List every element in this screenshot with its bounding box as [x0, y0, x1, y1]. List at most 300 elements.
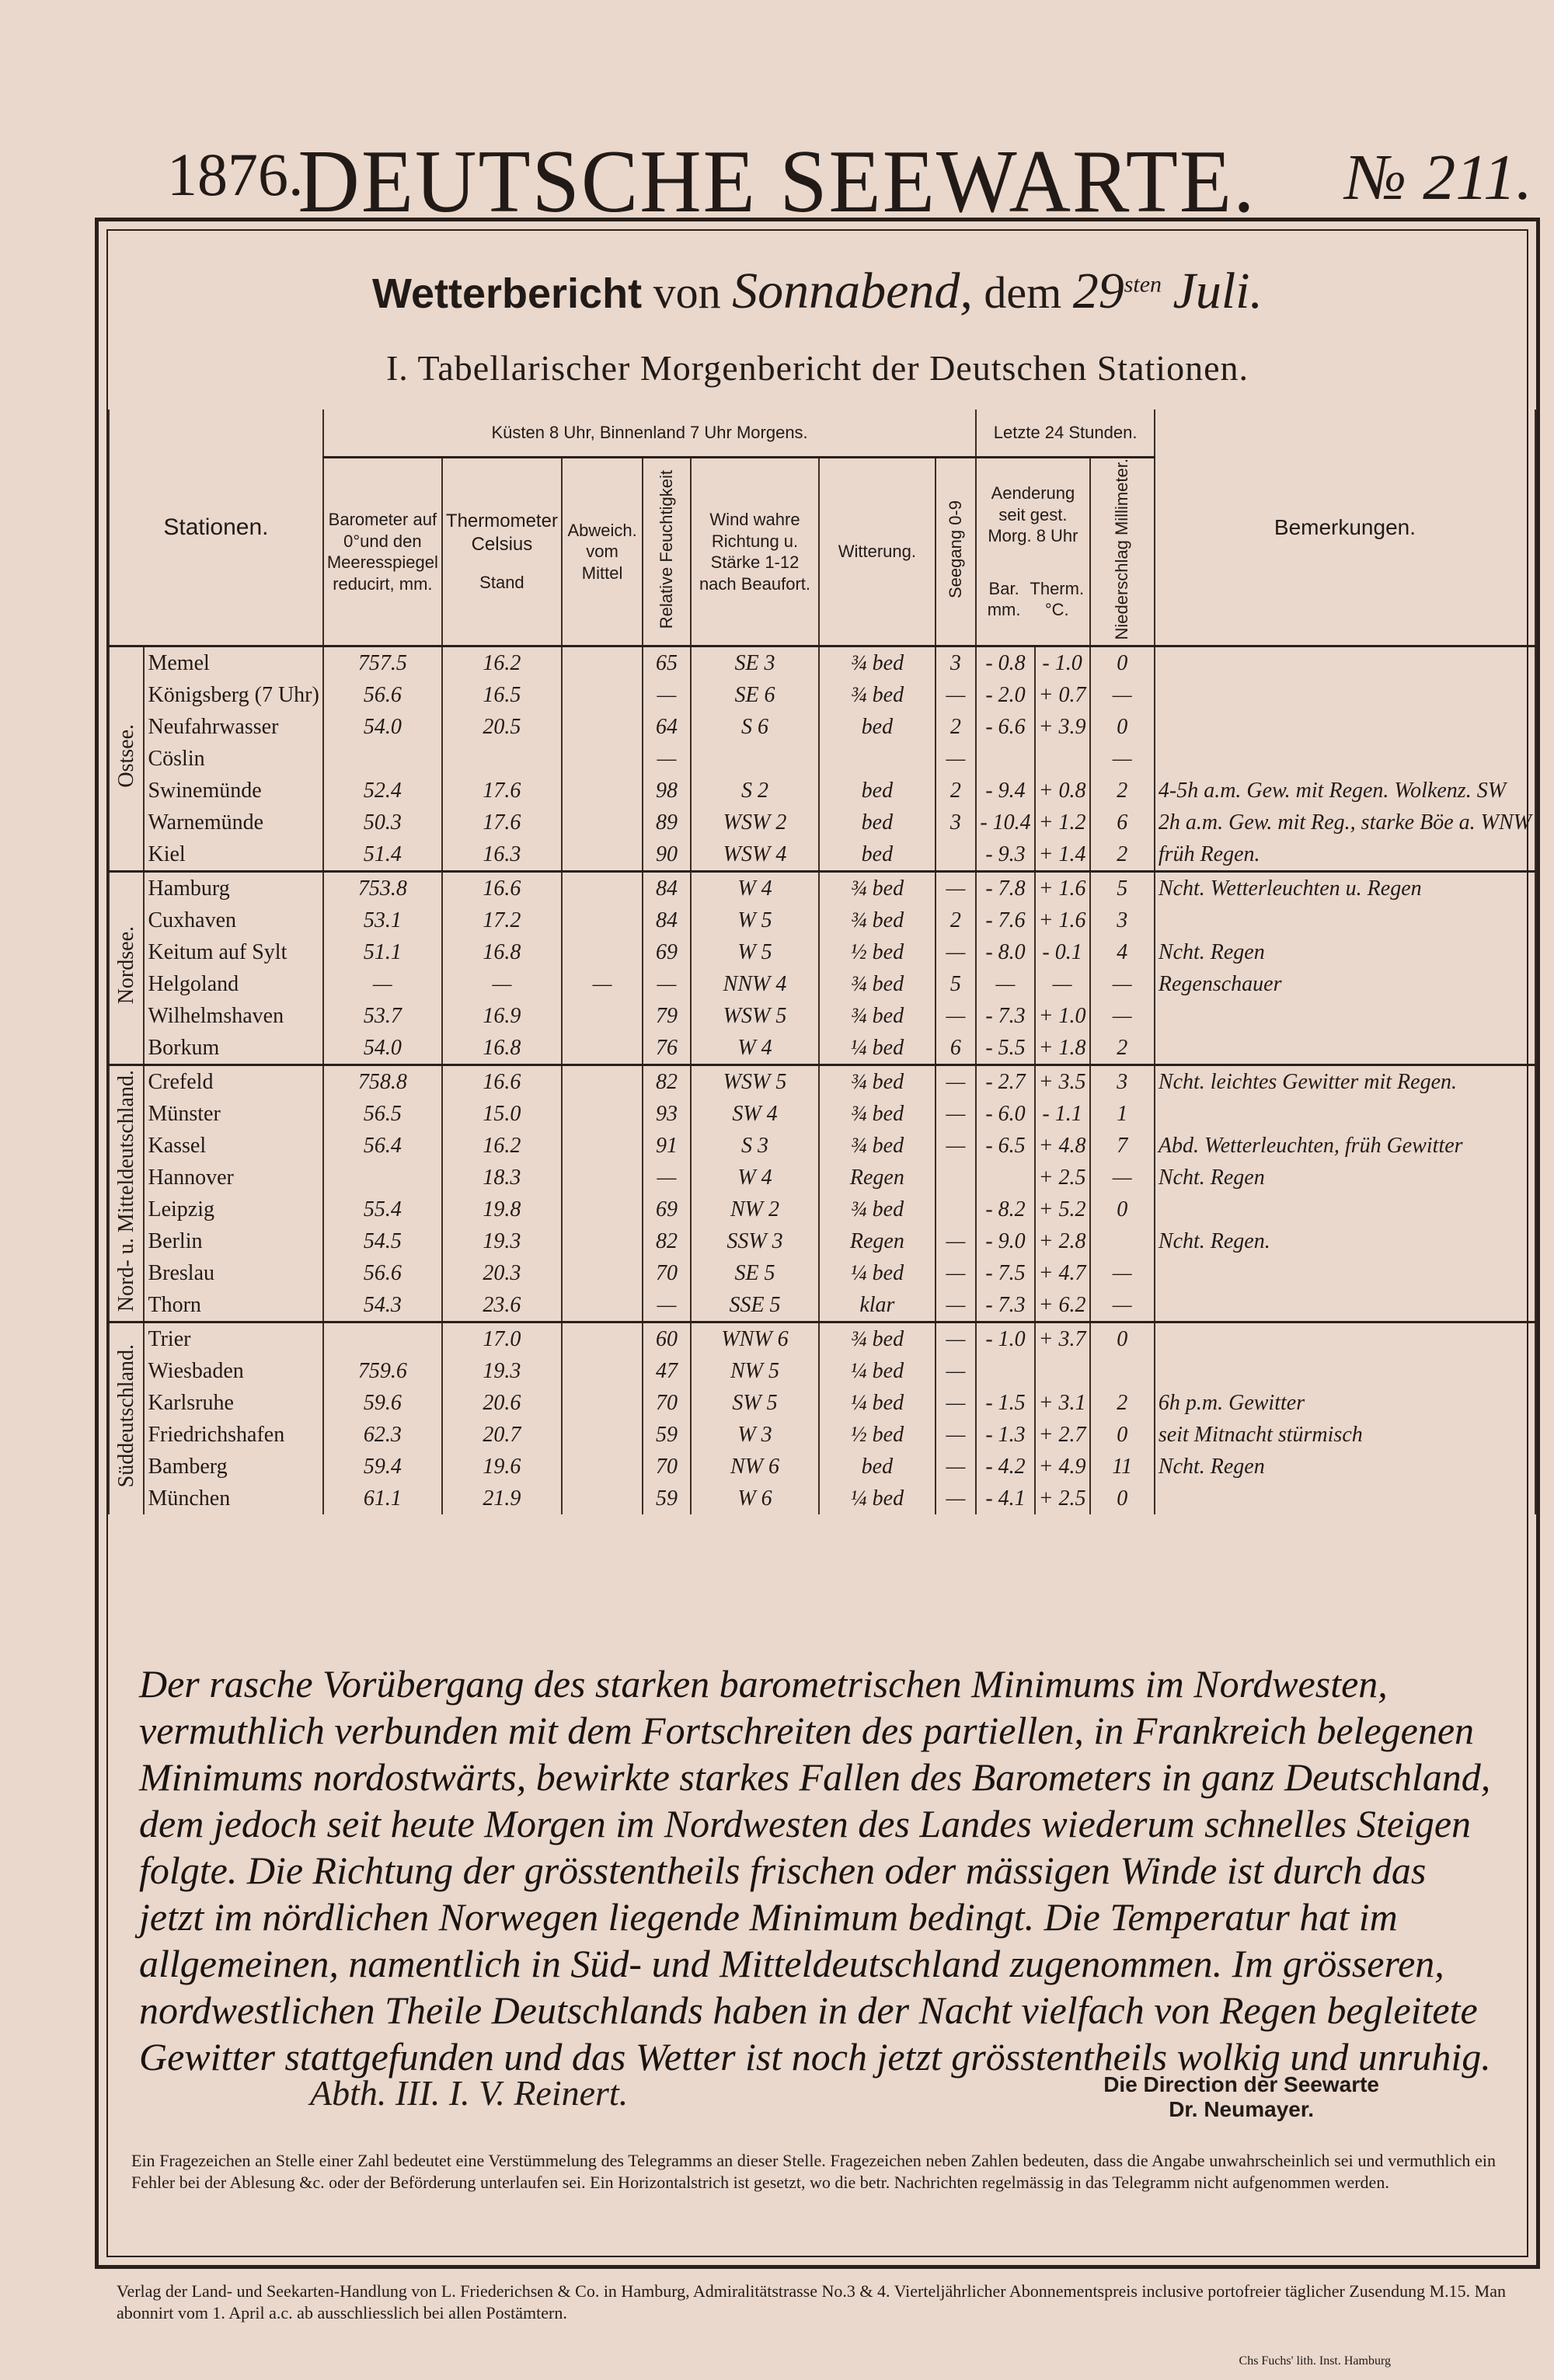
- remark-value: 2h a.m. Gew. mit Reg., starke Böe a. WNW: [1155, 807, 1535, 838]
- deviation-value: [562, 1130, 643, 1162]
- precip-value: 11: [1090, 1451, 1155, 1483]
- report-date-suffix: sten: [1124, 271, 1162, 298]
- deviation-value: [562, 807, 643, 838]
- deviation-value: [562, 1289, 643, 1322]
- humidity-value: 60: [643, 1322, 691, 1356]
- weather-value: ¾ bed: [819, 1193, 935, 1225]
- table-row: [109, 904, 1535, 936]
- station-name: Memel: [144, 646, 322, 680]
- seegang-value: —: [936, 743, 977, 775]
- col-bar-label: Bar. mm.: [987, 578, 1021, 620]
- deviation-value: [562, 936, 643, 968]
- wind-value: WSW 5: [691, 1065, 819, 1099]
- table-row: [109, 1065, 1535, 1099]
- table-row: [109, 807, 1535, 838]
- seegang-value: —: [936, 1065, 977, 1099]
- temperature-value: 19.3: [442, 1225, 562, 1257]
- col-group-last24: Letzte 24 Stunden.: [976, 409, 1155, 458]
- table-row: [109, 646, 1535, 680]
- table-row: [109, 1257, 1535, 1289]
- table-row: [109, 1193, 1535, 1225]
- wind-value: W 5: [691, 904, 819, 936]
- seegang-value: 2: [936, 775, 977, 807]
- seegang-value: —: [936, 936, 977, 968]
- barometer-value: 56.4: [323, 1130, 442, 1162]
- page-header: [0, 131, 1554, 232]
- humidity-value: —: [643, 679, 691, 711]
- seegang-value: —: [936, 872, 977, 905]
- wind-value: SSE 5: [691, 1289, 819, 1322]
- precip-value: —: [1090, 968, 1155, 1000]
- remark-value: [1155, 1193, 1535, 1225]
- humidity-value: 90: [643, 838, 691, 872]
- col-therm-label: Therm. °C.: [1030, 578, 1085, 620]
- weather-value: bed: [819, 775, 935, 807]
- bar-change-value: - 6.6: [976, 711, 1034, 743]
- remark-value: [1155, 1355, 1535, 1387]
- humidity-value: 84: [643, 872, 691, 905]
- station-name: Münster: [144, 1098, 322, 1130]
- table-row: [109, 1225, 1535, 1257]
- seegang-value: [936, 1162, 977, 1193]
- newspaper-title: DEUTSCHE SEEWARTE.: [298, 131, 1256, 232]
- remark-value: 6h p.m. Gewitter: [1155, 1387, 1535, 1419]
- director-name: Dr. Neumayer.: [1169, 2097, 1314, 2121]
- report-frame: [95, 218, 1540, 2269]
- wind-value: S 2: [691, 775, 819, 807]
- precip-value: 0: [1090, 1483, 1155, 1514]
- col-stand-label: Stand: [479, 573, 524, 593]
- bar-change-value: [976, 1162, 1034, 1193]
- col-weather: Witterung.: [819, 458, 935, 646]
- col-change-label: Aenderung seit gest. Morg. 8 Uhr: [988, 483, 1078, 546]
- humidity-value: 47: [643, 1355, 691, 1387]
- temperature-value: 16.8: [442, 936, 562, 968]
- col-remarks: Bemerkungen.: [1155, 409, 1535, 646]
- direction-label: Die Direction der Seewarte: [1103, 2072, 1379, 2096]
- weather-value: ¼ bed: [819, 1355, 935, 1387]
- table-row: [109, 1355, 1535, 1387]
- remark-value: seit Mitnacht stürmisch: [1155, 1419, 1535, 1451]
- barometer-value: 55.4: [323, 1193, 442, 1225]
- weather-value: ¾ bed: [819, 679, 935, 711]
- col-humidity-label: Relative Feuchtigkeit: [657, 469, 677, 629]
- precip-value: 0: [1090, 1193, 1155, 1225]
- remark-value: Ncht. Regen: [1155, 1162, 1535, 1193]
- table-row: [109, 1032, 1535, 1065]
- region-text: Ostsee.: [113, 723, 138, 788]
- col-thermometer: Thermometer Celsius: [445, 510, 558, 556]
- col-stand: [442, 458, 562, 646]
- therm-change-value: [1035, 743, 1090, 775]
- region-label: [109, 1065, 144, 1322]
- wind-value: S 6: [691, 711, 819, 743]
- bar-change-value: - 2.0: [976, 679, 1034, 711]
- barometer-value: 757.5: [323, 646, 442, 680]
- deviation-value: [562, 1419, 643, 1451]
- therm-change-value: + 1.2: [1035, 807, 1090, 838]
- deviation-value: [562, 904, 643, 936]
- remark-value: [1155, 646, 1535, 680]
- temperature-value: 17.2: [442, 904, 562, 936]
- bar-change-value: [976, 1355, 1034, 1387]
- bar-change-value: - 0.8: [976, 646, 1034, 680]
- signature: Abth. III. I. V. Reinert.: [310, 2073, 629, 2113]
- seegang-value: 6: [936, 1032, 977, 1065]
- barometer-value: 53.1: [323, 904, 442, 936]
- precip-value: —: [1090, 1257, 1155, 1289]
- station-name: Karlsruhe: [144, 1387, 322, 1419]
- remark-value: [1155, 904, 1535, 936]
- temperature-value: 16.2: [442, 646, 562, 680]
- barometer-value: 54.0: [323, 711, 442, 743]
- deviation-value: [562, 1451, 643, 1483]
- seegang-value: —: [936, 1000, 977, 1032]
- seegang-value: —: [936, 1483, 977, 1514]
- therm-change-value: + 4.7: [1035, 1257, 1090, 1289]
- precip-value: 0: [1090, 711, 1155, 743]
- remark-value: Ncht. Regen: [1155, 1451, 1535, 1483]
- deviation-value: [562, 1483, 643, 1514]
- deviation-value: [562, 1322, 643, 1356]
- precip-value: 3: [1090, 1065, 1155, 1099]
- publisher-info: Verlag der Land- und Seekarten-Handlung von L. Friederichsen & Co. in Hamburg, Admiralitätstrasse No.3 & 4. Vierteljährlicher Abonnementspreis inclusive portofreier täglicher Zusendung M.15. Man abonnirt vom 1. April a.c. ab ausschliesslich bei allen Postämtern.: [117, 2281, 1506, 2323]
- barometer-value: 53.7: [323, 1000, 442, 1032]
- bar-change-value: - 6.5: [976, 1130, 1034, 1162]
- temperature-value: 15.0: [442, 1098, 562, 1130]
- therm-change-value: + 1.8: [1035, 1032, 1090, 1065]
- humidity-value: —: [643, 1162, 691, 1193]
- summary-text: Der rasche Vorübergang des starken barometrischen Minimums im Nordwesten, vermuthlich verbunden mit dem Fortschreiten des partiellen, in Frankreich belegenen Minimums nordostwärts, bewirkte starkes Fallen des Barometers in ganz Deutschland, dem jedoch seit heute Morgen im Nordwesten des Landes wiederum schnelles Steigen folgte. Die Richtung der grösstentheils frischen oder mässigen Winde ist durch das jetzt im nördlichen Norwegen liegende Minimum bedingt. Die Temperatur hat im allgemeinen, namentlich in Süd- und Mitteldeutschland zugenommen. Im grösseren, nordwestlichen Theile Deutschlands haben in der Nacht vielfach von Regen begleitete Gewitter stattgefunden und das Wetter ist noch jetzt grösstentheils wolkig und unruhig.: [139, 1662, 1491, 2079]
- precip-value: 2: [1090, 838, 1155, 872]
- barometer-value: 62.3: [323, 1419, 442, 1451]
- precip-value: 6: [1090, 807, 1155, 838]
- seegang-value: 2: [936, 904, 977, 936]
- bar-change-value: - 1.3: [976, 1419, 1034, 1451]
- bar-change-value: - 9.0: [976, 1225, 1034, 1257]
- remark-value: [1155, 743, 1535, 775]
- bar-change-value: - 7.6: [976, 904, 1034, 936]
- wind-value: SE 6: [691, 679, 819, 711]
- wind-value: [691, 743, 819, 775]
- table-row: [109, 743, 1535, 775]
- humidity-value: 65: [643, 646, 691, 680]
- humidity-value: —: [643, 968, 691, 1000]
- humidity-value: 70: [643, 1451, 691, 1483]
- therm-change-value: + 2.5: [1035, 1162, 1090, 1193]
- barometer-value: 52.4: [323, 775, 442, 807]
- report-inner: [106, 229, 1531, 2257]
- remark-value: [1155, 679, 1535, 711]
- table-row: [109, 838, 1535, 872]
- precip-value: 2: [1090, 775, 1155, 807]
- bar-change-value: - 4.1: [976, 1483, 1034, 1514]
- weather-value: ¾ bed: [819, 1130, 935, 1162]
- wind-value: SW 4: [691, 1098, 819, 1130]
- bar-change-value: - 2.7: [976, 1065, 1034, 1099]
- precip-value: 0: [1090, 1419, 1155, 1451]
- wind-value: S 3: [691, 1130, 819, 1162]
- seegang-value: —: [936, 1419, 977, 1451]
- report-title: [108, 262, 1527, 321]
- col-abweich: Abweich. vom Mittel: [562, 458, 643, 646]
- station-name: Crefeld: [144, 1065, 322, 1099]
- deviation-value: [562, 775, 643, 807]
- wind-value: WSW 5: [691, 1000, 819, 1032]
- precip-value: —: [1090, 1289, 1155, 1322]
- therm-change-value: - 1.1: [1035, 1098, 1090, 1130]
- deviation-value: [562, 1098, 643, 1130]
- precip-value: 1: [1090, 1098, 1155, 1130]
- deviation-value: [562, 838, 643, 872]
- weather-value: ¾ bed: [819, 968, 935, 1000]
- temperature-value: 20.6: [442, 1387, 562, 1419]
- table-row: [109, 1322, 1535, 1356]
- col-humidity: [643, 458, 691, 646]
- bar-change-value: - 5.5: [976, 1032, 1034, 1065]
- precip-value: 7: [1090, 1130, 1155, 1162]
- precip-value: 3: [1090, 904, 1155, 936]
- station-name: Wilhelmshaven: [144, 1000, 322, 1032]
- therm-change-value: + 0.8: [1035, 775, 1090, 807]
- weather-value: ¾ bed: [819, 1065, 935, 1099]
- bar-change-value: - 10.4: [976, 807, 1034, 838]
- table-body: [109, 646, 1535, 1515]
- station-name: Friedrichshafen: [144, 1419, 322, 1451]
- bar-change-value: - 7.3: [976, 1289, 1034, 1322]
- seegang-value: 3: [936, 807, 977, 838]
- region-label: [109, 872, 144, 1065]
- humidity-value: 82: [643, 1065, 691, 1099]
- wind-value: W 6: [691, 1483, 819, 1514]
- precip-value: 0: [1090, 646, 1155, 680]
- remark-value: Ncht. Regen.: [1155, 1225, 1535, 1257]
- precip-value: —: [1090, 743, 1155, 775]
- precip-value: 2: [1090, 1387, 1155, 1419]
- station-name: Hamburg: [144, 872, 322, 905]
- temperature-value: 16.3: [442, 838, 562, 872]
- seegang-value: —: [936, 1098, 977, 1130]
- temperature-value: 19.3: [442, 1355, 562, 1387]
- temperature-value: 16.8: [442, 1032, 562, 1065]
- humidity-value: —: [643, 1289, 691, 1322]
- region-text: Nord- u. Mitteldeutschland.: [113, 1069, 138, 1312]
- precip-value: —: [1090, 1162, 1155, 1193]
- temperature-value: —: [442, 968, 562, 1000]
- station-name: Kassel: [144, 1130, 322, 1162]
- humidity-value: 93: [643, 1098, 691, 1130]
- weather-value: ½ bed: [819, 1419, 935, 1451]
- wind-value: W 4: [691, 872, 819, 905]
- weather-value: bed: [819, 711, 935, 743]
- wind-value: W 4: [691, 1032, 819, 1065]
- station-name: Cöslin: [144, 743, 322, 775]
- deviation-value: —: [562, 968, 643, 1000]
- direction-block: [1103, 2072, 1379, 2122]
- weather-value: ¾ bed: [819, 872, 935, 905]
- region-text: Nordsee.: [113, 925, 138, 1005]
- station-name: Borkum: [144, 1032, 322, 1065]
- table-row: [109, 1098, 1535, 1130]
- barometer-value: 54.0: [323, 1032, 442, 1065]
- station-name: Keitum auf Sylt: [144, 936, 322, 968]
- weather-value: bed: [819, 807, 935, 838]
- therm-change-value: + 3.5: [1035, 1065, 1090, 1099]
- therm-change-value: + 3.1: [1035, 1387, 1090, 1419]
- wind-value: NW 6: [691, 1451, 819, 1483]
- remark-value: [1155, 1257, 1535, 1289]
- weather-value: ¾ bed: [819, 646, 935, 680]
- humidity-value: 64: [643, 711, 691, 743]
- humidity-value: 79: [643, 1000, 691, 1032]
- table-row: [109, 1000, 1535, 1032]
- weather-value: ¾ bed: [819, 1098, 935, 1130]
- station-name: Breslau: [144, 1257, 322, 1289]
- humidity-value: 59: [643, 1483, 691, 1514]
- temperature-value: 19.8: [442, 1193, 562, 1225]
- bar-change-value: - 8.0: [976, 936, 1034, 968]
- weather-table: [108, 409, 1536, 1514]
- barometer-value: 56.6: [323, 1257, 442, 1289]
- barometer-value: 56.6: [323, 679, 442, 711]
- therm-change-value: + 5.2: [1035, 1193, 1090, 1225]
- humidity-value: —: [643, 743, 691, 775]
- bar-change-value: - 9.4: [976, 775, 1034, 807]
- temperature-value: [442, 743, 562, 775]
- barometer-value: 54.5: [323, 1225, 442, 1257]
- humidity-value: 84: [643, 904, 691, 936]
- deviation-value: [562, 1000, 643, 1032]
- col-seegang: [936, 458, 977, 646]
- year: 1876.: [167, 141, 304, 208]
- temperature-value: 16.9: [442, 1000, 562, 1032]
- remark-value: [1155, 1032, 1535, 1065]
- col-precip-label: Niederschlag Millimeter.: [1112, 458, 1132, 640]
- report-title-von: von: [653, 267, 721, 318]
- wind-value: SE 5: [691, 1257, 819, 1289]
- therm-change-value: + 6.2: [1035, 1289, 1090, 1322]
- station-name: Trier: [144, 1322, 322, 1356]
- table-row: [109, 679, 1535, 711]
- remark-value: Regenschauer: [1155, 968, 1535, 1000]
- table-row: [109, 1483, 1535, 1514]
- deviation-value: [562, 872, 643, 905]
- station-name: Bamberg: [144, 1451, 322, 1483]
- report-day: Sonnabend,: [732, 263, 973, 319]
- weather-value: bed: [819, 1451, 935, 1483]
- lith-credit: Chs Fuchs' lith. Inst. Hamburg: [1239, 2354, 1391, 2368]
- barometer-value: [323, 1322, 442, 1356]
- bar-change-value: - 9.3: [976, 838, 1034, 872]
- weather-value: ¼ bed: [819, 1483, 935, 1514]
- table-row: [109, 936, 1535, 968]
- temperature-value: 17.0: [442, 1322, 562, 1356]
- wind-value: NW 5: [691, 1355, 819, 1387]
- barometer-value: 758.8: [323, 1065, 442, 1099]
- barometer-value: 50.3: [323, 807, 442, 838]
- therm-change-value: + 0.7: [1035, 679, 1090, 711]
- deviation-value: [562, 711, 643, 743]
- humidity-value: 70: [643, 1257, 691, 1289]
- remark-value: [1155, 1098, 1535, 1130]
- weather-value: ¾ bed: [819, 1322, 935, 1356]
- table-row: [109, 968, 1535, 1000]
- report-title-print: Wetterbericht: [371, 270, 643, 317]
- report-date: 29: [1072, 263, 1124, 319]
- table-row: [109, 872, 1535, 905]
- therm-change-value: + 3.7: [1035, 1322, 1090, 1356]
- bar-change-value: - 8.2: [976, 1193, 1034, 1225]
- precip-value: —: [1090, 1000, 1155, 1032]
- weather-value: klar: [819, 1289, 935, 1322]
- col-group-time: Küsten 8 Uhr, Binnenland 7 Uhr Morgens.: [323, 409, 976, 458]
- table-row: [109, 1130, 1535, 1162]
- station-name: Cuxhaven: [144, 904, 322, 936]
- barometer-value: 759.6: [323, 1355, 442, 1387]
- therm-change-value: + 3.9: [1035, 711, 1090, 743]
- remark-value: [1155, 1483, 1535, 1514]
- station-name: Leipzig: [144, 1193, 322, 1225]
- deviation-value: [562, 1162, 643, 1193]
- precip-value: [1090, 1225, 1155, 1257]
- barometer-value: 51.4: [323, 838, 442, 872]
- seegang-value: —: [936, 1322, 977, 1356]
- remark-value: [1155, 1289, 1535, 1322]
- therm-change-value: + 1.6: [1035, 904, 1090, 936]
- barometer-value: —: [323, 968, 442, 1000]
- seegang-value: —: [936, 1355, 977, 1387]
- weather-value: ¼ bed: [819, 1032, 935, 1065]
- table-row: [109, 775, 1535, 807]
- weather-value: ¼ bed: [819, 1387, 935, 1419]
- remark-value: [1155, 1000, 1535, 1032]
- deviation-value: [562, 679, 643, 711]
- weather-value: Regen: [819, 1225, 935, 1257]
- precip-value: 4: [1090, 936, 1155, 968]
- bar-change-value: —: [976, 968, 1034, 1000]
- bar-change-value: - 6.0: [976, 1098, 1034, 1130]
- barometer-value: 54.3: [323, 1289, 442, 1322]
- region-label: [109, 1322, 144, 1515]
- seegang-value: —: [936, 1257, 977, 1289]
- weather-value: ¾ bed: [819, 1000, 935, 1032]
- deviation-value: [562, 1355, 643, 1387]
- col-stations: Stationen.: [109, 409, 323, 646]
- humidity-value: 69: [643, 1193, 691, 1225]
- temperature-value: 18.3: [442, 1162, 562, 1193]
- col-precip: [1090, 458, 1155, 646]
- seegang-value: 5: [936, 968, 977, 1000]
- humidity-value: 98: [643, 775, 691, 807]
- seegang-value: —: [936, 679, 977, 711]
- remark-value: [1155, 711, 1535, 743]
- wind-value: NNW 4: [691, 968, 819, 1000]
- temperature-value: 20.5: [442, 711, 562, 743]
- col-change: [976, 458, 1089, 646]
- therm-change-value: + 4.8: [1035, 1130, 1090, 1162]
- barometer-value: 753.8: [323, 872, 442, 905]
- station-name: Thorn: [144, 1289, 322, 1322]
- station-name: Hannover: [144, 1162, 322, 1193]
- temperature-value: 16.6: [442, 872, 562, 905]
- therm-change-value: + 1.6: [1035, 872, 1090, 905]
- barometer-value: 56.5: [323, 1098, 442, 1130]
- seegang-value: —: [936, 1387, 977, 1419]
- weather-value: ¾ bed: [819, 904, 935, 936]
- seegang-value: —: [936, 1289, 977, 1322]
- region-label: [109, 646, 144, 872]
- barometer-value: 59.6: [323, 1387, 442, 1419]
